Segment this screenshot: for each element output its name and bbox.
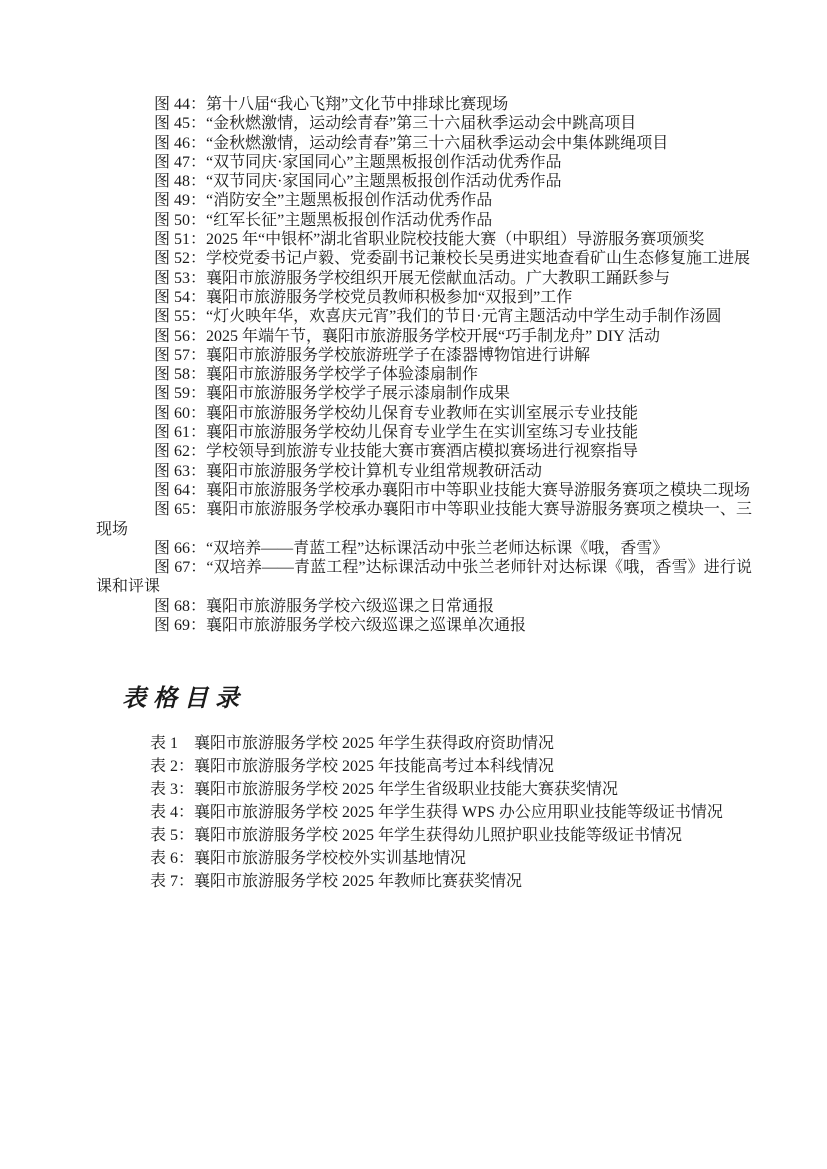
figure-entry: 图 67：“双培养——青蓝工程”达标课活动中张兰老师针对达标课《哦，香雪》进行说课和评课	[96, 559, 752, 596]
figure-entry: 图 63：襄阳市旅游服务学校计算机专业组常规教研活动	[154, 462, 543, 480]
figure-entry: 图 45：“金秋燃激情，运动绘青春”第三十六届秋季运动会中跳高项目	[154, 115, 637, 133]
table-toc-entry: 表 2：襄阳市旅游服务学校 2025 年技能高考过本科线情况	[150, 758, 555, 776]
tables-toc-heading: 表格目录	[122, 683, 246, 713]
figure-entry: 图 66：“双培养——青蓝工程”达标课活动中张兰老师达标课《哦，香雪》	[154, 539, 669, 557]
table-toc-entry: 表 5：襄阳市旅游服务学校 2025 年学生获得幼儿照护职业技能等级证书情况	[150, 826, 683, 844]
figure-entry: 图 54：襄阳市旅游服务学校党员教师积极参加“双报到”工作	[154, 288, 573, 306]
figure-entry: 图 57：襄阳市旅游服务学校旅游班学子在漆器博物馆进行讲解	[154, 346, 591, 364]
figure-entry: 图 48：“双节同庆·家国同心”主题黑板报创作活动优秀作品	[154, 173, 562, 191]
table-toc-entry: 表 4：襄阳市旅游服务学校 2025 年学生获得 WPS 办公应用职业技能等级证书情况	[150, 804, 723, 822]
figure-entry: 图 55：“灯火映年华，欢喜庆元宵”我们的节日·元宵主题活动中学生动手制作汤圆	[154, 308, 722, 326]
figure-entry: 图 69：襄阳市旅游服务学校六级巡课之巡课单次通报	[154, 617, 527, 635]
figure-entry: 图 49：“消防安全”主题黑板报创作活动优秀作品	[154, 192, 493, 210]
figure-entry: 图 58：襄阳市旅游服务学校学子体验漆扇制作	[154, 366, 479, 384]
table-toc-entry: 表 1 襄阳市旅游服务学校 2025 年学生获得政府资助情况	[150, 735, 555, 753]
table-toc-list	[96, 733, 752, 893]
figure-entry: 图 47：“双节同庆·家国同心”主题黑板报创作活动优秀作品	[154, 153, 562, 171]
table-toc-entry: 表 6：襄阳市旅游服务学校校外实训基地情况	[150, 849, 467, 867]
figure-entry: 图 62：学校领导到旅游专业技能大赛市赛酒店模拟赛场进行视察指导	[154, 443, 639, 461]
figure-entry: 图 44：第十八届“我心飞翔”文化节中排球比赛现场	[154, 96, 509, 113]
figure-entry: 图 46：“金秋燃激情，运动绘青春”第三十六届秋季运动会中集体跳绳项目	[154, 134, 669, 152]
table-toc-entry: 表 7：襄阳市旅游服务学校 2025 年教师比赛获奖情况	[150, 872, 523, 890]
figure-entry: 图 51：2025 年“中银杯”湖北省职业院校技能大赛（中职组）导游服务赛项颁奖	[154, 231, 705, 249]
figure-entry: 图 68：襄阳市旅游服务学校六级巡课之日常通报	[154, 597, 495, 615]
figure-entry: 图 64：襄阳市旅游服务学校承办襄阳市中等职业技能大赛导游服务赛项之模块二现场	[154, 481, 751, 499]
figure-entry: 图 50：“红军长征”主题黑板报创作活动优秀作品	[154, 211, 493, 229]
figure-entry: 图 65：襄阳市旅游服务学校承办襄阳市中等职业技能大赛导游服务赛项之模块一、三现场	[96, 501, 752, 538]
figure-entry: 图 59：襄阳市旅游服务学校学子展示漆扇制作成果	[154, 385, 511, 403]
page-content	[96, 95, 752, 894]
figure-entry: 图 56：2025 年端午节，襄阳市旅游服务学校开展“巧手制龙舟” DIY 活动	[154, 327, 661, 345]
figure-entry: 图 60：襄阳市旅游服务学校幼儿保育专业教师在实训室展示专业技能	[154, 404, 639, 422]
figure-entry: 图 61：襄阳市旅游服务学校幼儿保育专业学生在实训室练习专业技能	[154, 424, 639, 442]
figure-entry: 图 52：学校党委书记卢毅、党委副书记兼校长吴勇进实地查看矿山生态修复施工进展	[154, 250, 751, 268]
figure-list	[96, 95, 752, 635]
table-toc-entry: 表 3：襄阳市旅游服务学校 2025 年学生省级职业技能大赛获奖情况	[150, 781, 619, 799]
figure-entry: 图 53：襄阳市旅游服务学校组织开展无偿献血活动。广大教职工踊跃参与	[154, 269, 671, 287]
